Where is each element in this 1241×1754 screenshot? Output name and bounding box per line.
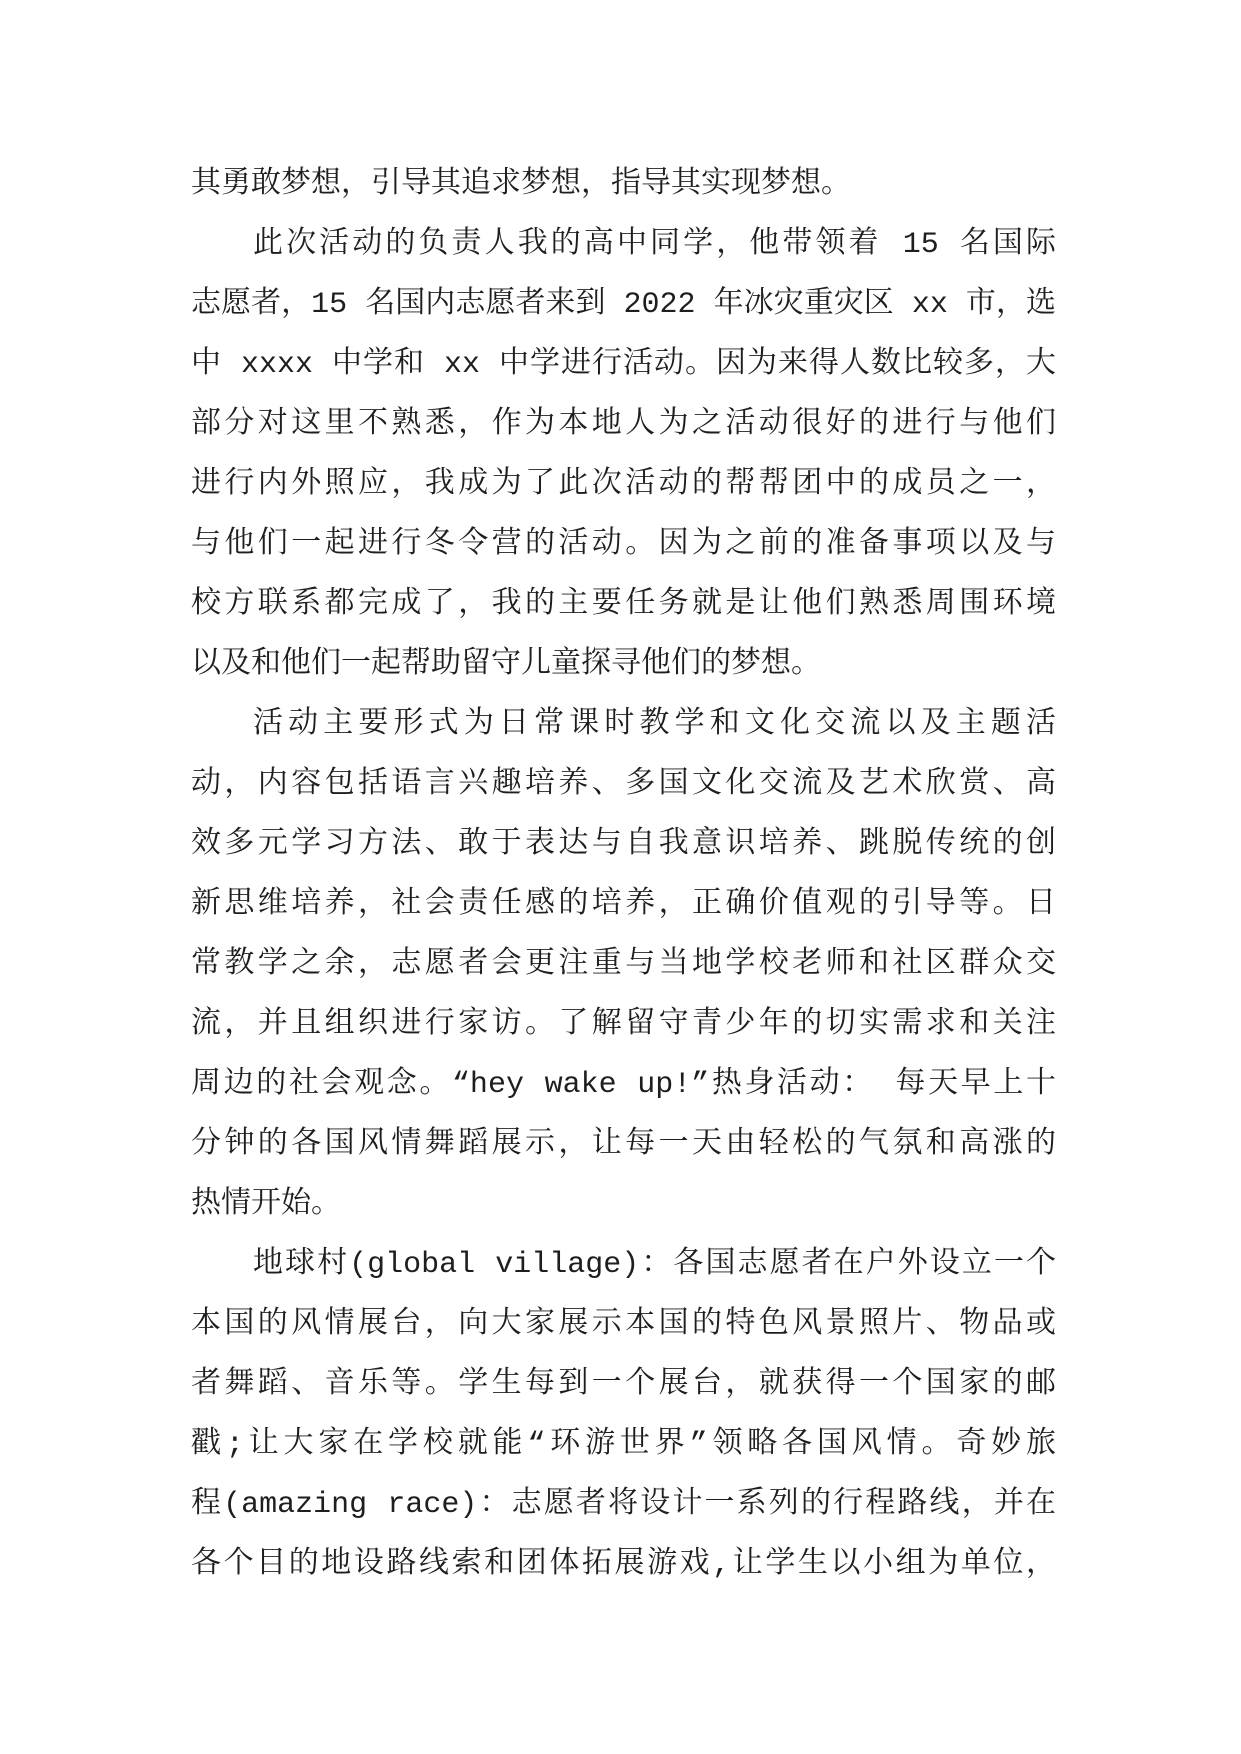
text-line: 各个目的地设路线索和团体拓展游戏,让学生以小组为单位， <box>191 1548 1056 1582</box>
text-line: 新思维培养，社会责任感的培养，正确价值观的引导等。日 <box>191 888 1056 922</box>
text-line: 热情开始。 <box>191 1188 341 1222</box>
text-line: 常教学之余，志愿者会更注重与当地学校老师和社区群众交 <box>191 948 1056 982</box>
text-line: 部分对这里不熟悉，作为本地人为之活动很好的进行与他们 <box>191 408 1056 442</box>
text-line: 志愿者，15 名国内志愿者来到 2022 年冰灾重灾区 xx 市，选 <box>191 288 1056 322</box>
text-line: 周边的社会观念。“hey wake up!”热身活动： 每天早上十 <box>191 1068 1056 1102</box>
text-line: 进行内外照应，我成为了此次活动的帮帮团中的成员之一， <box>191 468 1056 502</box>
text-line: 地球村(global village)：各国志愿者在户外设立一个 <box>253 1248 1056 1282</box>
text-line: 程(amazing race)：志愿者将设计一系列的行程路线，并在 <box>191 1488 1056 1522</box>
paragraph <box>191 695 1056 1235</box>
paragraph <box>191 155 1056 215</box>
text-line: 流，并且组织进行家访。了解留守青少年的切实需求和关注 <box>191 1008 1056 1042</box>
text-line: 效多元学习方法、敢于表达与自我意识培养、跳脱传统的创 <box>191 828 1056 862</box>
text-line: 活动主要形式为日常课时教学和文化交流以及主题活 <box>253 708 1056 742</box>
text-line: 中 xxxx 中学和 xx 中学进行活动。因为来得人数比较多，大 <box>191 348 1056 382</box>
text-line: 戳;让大家在学校就能“环游世界”领略各国风情。奇妙旅 <box>191 1428 1056 1462</box>
text-line: 校方联系都完成了，我的主要任务就是让他们熟悉周围环境 <box>191 588 1056 622</box>
text-line: 本国的风情展台，向大家展示本国的特色风景照片、物品或 <box>191 1308 1056 1342</box>
text-line: 动，内容包括语言兴趣培养、多国文化交流及艺术欣赏、高 <box>191 768 1056 802</box>
paragraph <box>191 1235 1056 1595</box>
body-text <box>191 155 1056 1595</box>
text-line: 此次活动的负责人我的高中同学，他带领着 15 名国际 <box>253 228 1056 262</box>
text-line: 以及和他们一起帮助留守儿童探寻他们的梦想。 <box>191 648 821 682</box>
paragraph <box>191 215 1056 695</box>
text-line: 分钟的各国风情舞蹈展示，让每一天由轻松的气氛和高涨的 <box>191 1128 1056 1162</box>
text-line: 者舞蹈、音乐等。学生每到一个展台，就获得一个国家的邮 <box>191 1368 1056 1402</box>
text-line: 其勇敢梦想，引导其追求梦想，指导其实现梦想。 <box>191 168 851 202</box>
text-line: 与他们一起进行冬令营的活动。因为之前的准备事项以及与 <box>191 528 1056 562</box>
